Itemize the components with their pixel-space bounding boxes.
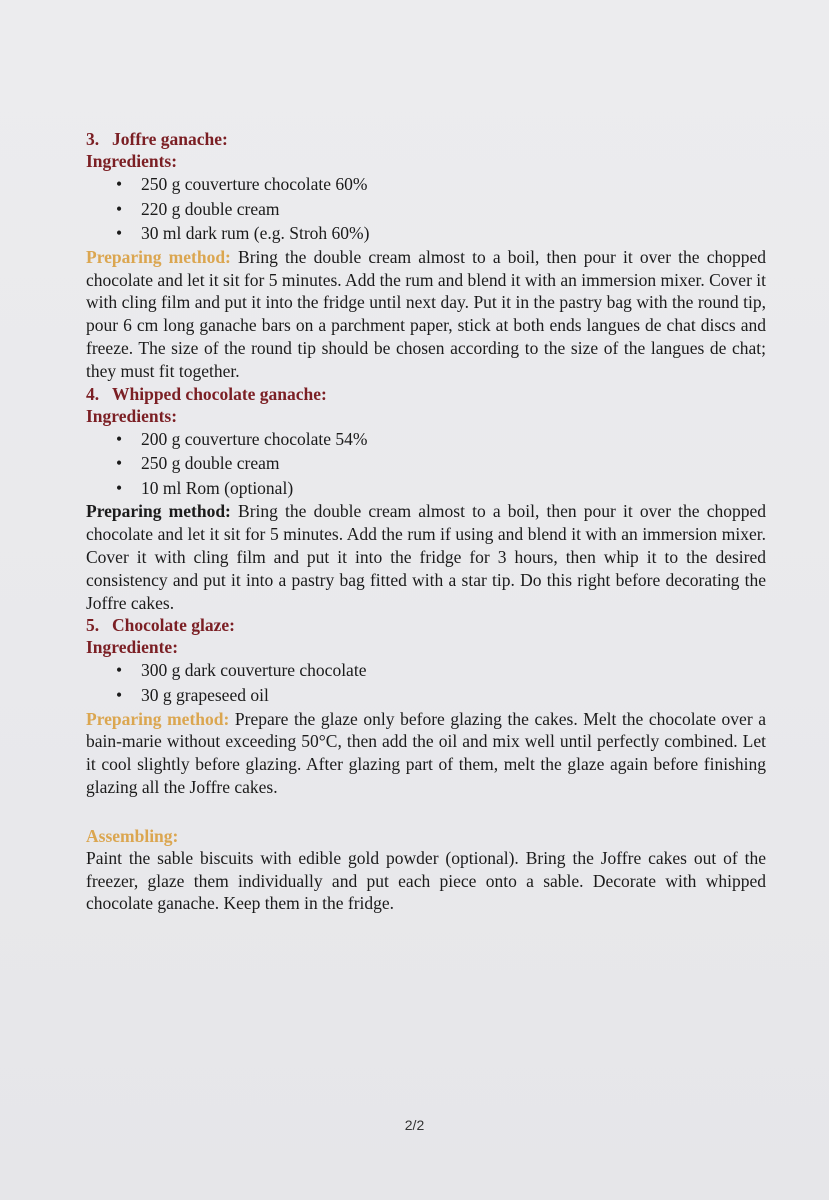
- ingredient-text: 30 g grapeseed oil: [141, 684, 269, 705]
- page-number: 2/2: [404, 1117, 425, 1133]
- ingredient-text: 220 g double cream: [141, 198, 280, 219]
- section-title-text: Whipped chocolate ganache:: [112, 383, 327, 404]
- ingredient-text: 10 ml Rom (optional): [141, 477, 294, 498]
- ingredients-list: [86, 658, 766, 707]
- bullet-icon: •: [116, 174, 123, 194]
- section-number: 5.: [86, 615, 100, 636]
- section-title-text: Joffre ganache:: [112, 129, 228, 149]
- bullet-icon: •: [116, 684, 123, 705]
- list-item: [116, 197, 766, 222]
- ingredient-text: 200 g couverture chocolate 54%: [141, 428, 368, 449]
- bullet-icon: •: [116, 453, 123, 474]
- ingredients-label: Ingredients:: [86, 151, 178, 171]
- ingredients-list: [86, 172, 766, 246]
- list-item: [116, 221, 766, 246]
- section-whipped-ganache: [86, 383, 766, 615]
- method-label: Preparing method:: [86, 246, 231, 267]
- ingredient-text: 300 g dark couverture chocolate: [141, 660, 367, 681]
- method-text: Bring the double cream almost to a boil, then pour it over the chopped chocolate and let it sit for 5 minutes. Add the rum and blend it with an immersion mixer. Cover it with cling film and put it into the fridge until next day. Put it in the pastry bag with the round tip, pour 6 cm long ganache bars on a parchment paper, stick at both ends langues de chat discs and freeze. The size of the round tip should be chosen according to the size of the langues de chat; they must fit together.: [86, 246, 766, 381]
- bullet-icon: •: [116, 223, 123, 244]
- ingredients-label: Ingredients:: [86, 405, 178, 426]
- list-item: [116, 476, 766, 501]
- section-chocolate-glaze: [86, 614, 766, 798]
- assembling-text: Paint the sable biscuits with edible gold powder (optional). Bring the Joffre cakes out of the freezer, glaze them individually and put each piece onto a sable. Decorate with whipped chocolate ganache. Keep them in the fridge.: [86, 847, 766, 914]
- bullet-icon: •: [116, 660, 123, 681]
- method-label: Preparing method:: [86, 501, 231, 522]
- ingredients-list: [86, 427, 766, 501]
- list-item: [116, 683, 766, 708]
- section-joffre-ganache: [86, 128, 766, 383]
- list-item: [116, 451, 766, 476]
- bullet-icon: •: [116, 198, 123, 219]
- method-paragraph: [86, 246, 766, 383]
- ingredient-text: 250 g couverture chocolate 60%: [141, 174, 368, 194]
- ingredients-label: Ingrediente:: [86, 637, 179, 658]
- list-item: [116, 427, 766, 452]
- ingredient-text: 250 g double cream: [141, 453, 280, 474]
- bullet-icon: •: [116, 428, 123, 449]
- section-number: 3.: [86, 129, 100, 149]
- section-assembling: [86, 825, 766, 915]
- ingredient-text: 30 ml dark rum (e.g. Stroh 60%): [141, 223, 370, 244]
- assembling-label: Assembling:: [86, 825, 179, 846]
- section-title: [86, 614, 766, 636]
- method-paragraph: [86, 708, 766, 799]
- method-text: Prepare the glaze only before glazing the cakes. Melt the chocolate over a bain-marie without exceeding 50°C, then add the oil and mix well until perfectly combined. Let it cool slightly before glazing. After glazing part of them, melt the glaze again before finishing glazing all the Joffre cakes.: [86, 708, 767, 797]
- method-label: Preparing method:: [86, 708, 230, 729]
- section-title: [86, 383, 766, 405]
- method-text: Bring the double cream almost to a boil, then pour it over the chopped chocolate and let it sit for 5 minutes. Add the rum if using and blend it with an immersion mixer. Cover it with cling film and put it into the fridge for 3 hours, then whip it to the desired consistency and put it into a pastry bag fitted with a star tip. Do this right before decorating the Joffre cakes.: [86, 501, 766, 613]
- section-title: [86, 128, 766, 150]
- list-item: [116, 172, 766, 197]
- document-page: [86, 128, 766, 915]
- bullet-icon: •: [116, 477, 123, 498]
- section-title-text: Chocolate glaze:: [112, 615, 235, 636]
- method-paragraph: [86, 500, 766, 614]
- section-number: 4.: [86, 383, 100, 404]
- list-item: [116, 658, 766, 683]
